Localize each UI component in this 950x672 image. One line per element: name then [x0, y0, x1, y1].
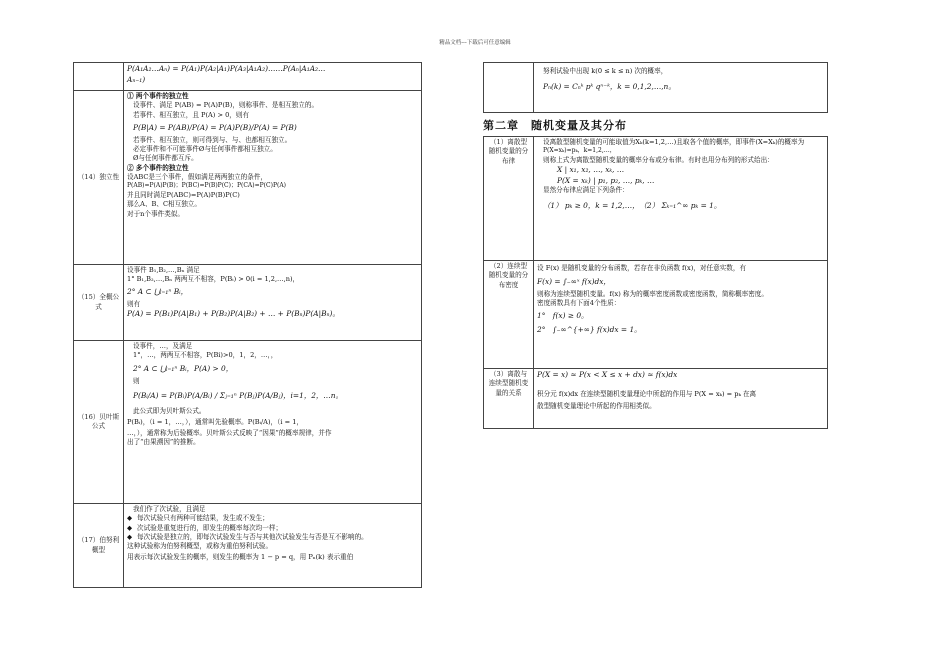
table-row [74, 341, 422, 504]
text-line: 对于n个事件类似。 [127, 209, 184, 218]
text-line: 并且同时满足P(ABC)=P(A)P(B)P(C) [127, 190, 240, 199]
text-line: 设事件 B₁,B₂,…,Bₙ 满足 [127, 266, 200, 274]
independence-content [124, 91, 422, 265]
table-row [74, 265, 422, 341]
formula-line: 2° A ⊂ ⋃ᵢ₌₁ⁿ Bᵢ， [127, 286, 189, 296]
table-row [484, 261, 828, 369]
table-row [74, 63, 422, 91]
bullet-item [127, 524, 418, 533]
bernoulli-content [124, 504, 422, 588]
table-row [484, 63, 828, 113]
diamond-bullet-icon: ◆ [127, 533, 133, 542]
bullet-item [127, 514, 418, 523]
table-row [484, 369, 828, 429]
text-line: 则称上式为离散型随机变量的概率分布或分布律。有时也用分布列的形式给出： [543, 155, 774, 164]
text-line: 密度函数具有下面4个性质： [537, 299, 621, 308]
formula-line: P(Bᵢ/A) = P(Bᵢ)P(A/Bᵢ) / Σⱼ₌₁ⁿ P(Bⱼ)P(A/Bⱼ)，i=1，2，…n。 [133, 391, 343, 401]
discrete-content [534, 137, 828, 261]
text-line: 积分元 f(x)dx 在连续型随机变量理论中所起的作用与 P(X = xₖ) = pₖ 在离 [537, 389, 757, 398]
formula-line: P(B|A) = P(AB)/P(A) = P(A)P(B)/P(A) = P(B) [133, 123, 297, 133]
section-heading: ① 两个事件的独立性 [127, 92, 189, 100]
text-line: 这种试验称为伯努利概型，或称为重伯努利试验。 [127, 542, 273, 551]
text-line: Ø与任何事件都互斥。 [133, 154, 198, 163]
continuous-content [534, 261, 828, 369]
row-label-relation: （3）离散与连续型随机变量的关系 [484, 369, 534, 429]
text-line: P(X=xₖ)=pₖ，k=1,2,…， [543, 147, 616, 155]
formula-line: X | x₁, x₂, …, xₖ, … [557, 165, 625, 175]
formula-line: Aₙ₋₁) [127, 74, 146, 84]
table-row [484, 137, 828, 261]
formula-line: 2° ∫₋∞^{+∞} f(x)dx = 1。 [537, 324, 642, 334]
text-line: 设ABC是三个事件，假如满足两两独立的条件， [127, 173, 268, 182]
page-header: 精品文档---下载后可任意编辑 [439, 40, 511, 46]
formula-line: 1° f(x) ≥ 0。 [537, 310, 589, 320]
text-line: 设离散型随机变量的可能取值为Xₖ(k=1,2,…)且取各个值的概率，即事件(X=Xₖ)的概率为 [543, 138, 805, 146]
formula-line: Pₙ(k) = Cₙᵏ pᵏ qⁿ⁻ᵏ，k = 0,1,2,…,n。 [543, 81, 676, 91]
formula-line: （1） pₖ ≥ 0，k = 1,2,…， （2） Σₖ₌₁^∞ pₖ = 1。 [543, 200, 722, 210]
row-label-empty [74, 63, 124, 91]
text-line: 若事件、相互独立，且 P(A) > 0，则有 [133, 110, 250, 119]
text-line: 设事件，…，及满足 [133, 342, 193, 350]
relation-content [534, 369, 828, 429]
text-line: P(Bᵢ)，（i = 1，…，），通常叫先验概率。P(Bᵢ/A)，（i = 1， [127, 418, 304, 427]
text-line: 1°，…，两两互不相容，P(Bi)>0，1，2，…，， [133, 351, 278, 360]
bullet-text: 次试验是重复进行的，即发生的概率每次均一样； [137, 523, 283, 532]
formula-line: F(x) = ∫₋∞ˣ f(x)dx， [537, 277, 611, 287]
row-label-independence: （14）独立性 [74, 91, 124, 265]
formula-line: P(A) = P(B₁)P(A|B₁) + P(B₂)P(A|B₂) + … + P(Bₙ)P(A|Bₙ)。 [127, 308, 340, 318]
bullet-text: 每次试验只有两种可能结果，发生或不发生； [137, 514, 269, 523]
row-label-bayes: （16）贝叶斯公式 [74, 341, 124, 504]
text-line: 我们作了次试验，且满足 [133, 505, 206, 513]
table-row [74, 91, 422, 265]
bayes-content [124, 341, 422, 504]
formula-line: P(X = x) ≈ P(x < X ≤ x + dx) ≈ f(x)dx [537, 370, 678, 379]
formula-line: 2° A ⊂ ⋃ᵢ₌₁ⁿ Bᵢ，P(A) > 0， [133, 363, 234, 373]
text-line: 则称为连续型随机变量。f(x) 称为的概率密度函数或密度函数，简称概率密度。 [537, 290, 768, 298]
right-continuation-table [483, 62, 828, 113]
row-label-continuous: （2）连续型随机变量的分布密度 [484, 261, 534, 369]
section-heading: ② 多个事件的独立性 [127, 163, 189, 172]
row-label-total-probability: （15）全概公式 [74, 265, 124, 341]
right-formula-table [483, 136, 828, 429]
text-line: 则 [133, 377, 140, 385]
row-label-empty [484, 63, 534, 113]
bernoulli-continuation [534, 63, 828, 113]
text-line: 显然分布律应满足下列条件： [543, 186, 629, 195]
text-line: P(AB)=P(A)P(B)；P(BC)=P(B)P(C)；P(CA)=P(C)P(A) [127, 182, 286, 190]
diamond-bullet-icon: ◆ [127, 514, 133, 523]
text-line: …，），通常称为后验概率。贝叶斯公式反映了“因果”的概率规律，并作 [127, 428, 332, 437]
text-line: 设 F(x) 是随机变量的分布函数，若存在非负函数 f(x)，对任意实数，有 [537, 264, 747, 272]
text-line: 出了“由果溯因”的推断。 [127, 438, 200, 447]
text-line: 设事件、满足 P(AB) = P(A)P(B)，则称事件、是相互独立的。 [133, 101, 319, 110]
text-line: 用表示每次试验发生的概率，则发生的概率为 1 − p = q，用 Pₙ(k) 表示重伯 [127, 552, 354, 561]
diamond-bullet-icon: ◆ [127, 523, 133, 532]
left-formula-table [73, 62, 422, 588]
text-line: 那么A、B、C相互独立。 [127, 200, 201, 209]
multiplication-formula [124, 63, 422, 91]
table-row [74, 504, 422, 588]
row-label-discrete: （1）离散型随机变量的分布律 [484, 137, 534, 261]
chapter-title: 第二章 随机变量及其分布 [483, 119, 627, 132]
bullet-text: 每次试验是独立的，即每次试验发生与否与其他次试验发生与否是互不影响的。 [137, 533, 368, 542]
formula-line: P(A₁A₂…Aₙ) = P(A₁)P(A₂|A₁)P(A₃|A₁A₂)……P(Aₙ|A₁A₂… [127, 64, 326, 73]
row-label-bernoulli: （17）伯努利概型 [74, 504, 124, 588]
text-line: 努利试验中出现 k(0 ≤ k ≤ n) 次的概率， [543, 67, 668, 75]
text-line: 若事件、相互独立，则可得到与、与、也都相互独立。 [133, 135, 292, 144]
text-line: 1° B₁,B₂,…,Bₙ 两两互不相容，P(Bᵢ) > 0(i = 1,2,…,n)， [127, 275, 300, 284]
text-line: 必定事件和不可能事件Ø与任何事件都相互独立。 [133, 144, 277, 153]
text-line: 此公式即为贝叶斯公式。 [133, 407, 206, 416]
text-line: 则有 [127, 299, 141, 308]
formula-line: P(X = xₖ) | p₁, p₂, …, pₖ, … [557, 175, 655, 185]
total-probability-content [124, 265, 422, 341]
text-line: 散型随机变量理论中所起的作用相类似。 [537, 402, 656, 411]
